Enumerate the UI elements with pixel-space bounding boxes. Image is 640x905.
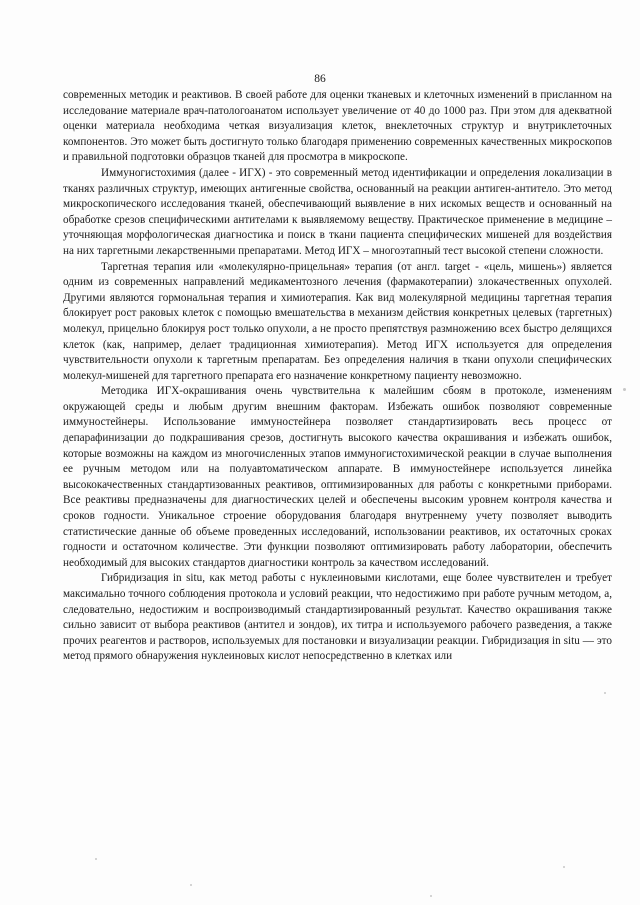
scan-speck (563, 866, 565, 868)
paragraph-4: Методика ИГХ-окрашивания очень чувствительна к малейшим сбоям в протоколе, изменениям окружающей среды и любым другим внешним факторам. Избежать ошибок позволяют современные иммуностейнеры. Использование иммуностейнера позволяет стандартизировать весь процесс от депарафинизации до подкрашивания срезов, достигнуть высокого качества окрашивания и избежать ошибок, которые возможны на каждом из многочисленных этапов иммуногистохимической реакции в случае выполнения ее ручным методом или на полуавтоматическом аппарате. В иммуностейнере используется линейка высококачественных стандартизованных реактивов, оптимизированных для работы с конкретными приборами. Все реактивы предназначены для диагностических целей и обеспечены высоким уровнем контроля качества и сроков годности. Уникальное строение оборудования благодаря внутреннему учету позволяет выводить статистические данные об объеме проведенных исследований, использовании реактивов, их остаточных сроках годности и остаточном количестве. Эти функции позволяют оптимизировать работу лаборатории, обеспечить необходимый для высоких стандартов диагностики контроль за качеством исследований. (63, 385, 612, 569)
paragraph-3: Таргетная терапия или «молекулярно-прицельная» терапия (от англ. target - «цель, мишень») является одним из современных направлений медикаментозного лечения (фармакотерапии) злокачественных опухолей. Другими являются гормональная терапия и химиотерапия. Как вид молекулярной медицины таргетная терапия блокирует рост раковых клеток с помощью вмешательства в механизм действия конкретных целевых (таргетных) молекул, прицельно блокируя рост только опухоли, а не просто препятствуя размножению всех быстро делящихся клеток (как, например, делает традиционная химиотерапия). Метод ИГХ используется для определения чувствительности опухоли к таргетным препаратам. Без определения наличия в ткани опухоли специфических молекул-мишеней для таргетного препарата его назначение конкретному пациенту невозможно. (63, 260, 612, 382)
paragraph-5: Гибридизация in situ, как метод работы с нуклеиновыми кислотами, еще более чувствителен и требует максимально точного соблюдения протокола и условий реакции, что недостижимо при работе ручным методом, а, следовательно, недостижим и воспроизводимый стандартизированный результат. Качество окрашивания также сильно зависит от выбора реактивов (антител и зондов), их титра и используемого рабочего разведения, а также прочих реагентов и растворов, используемых для постановки и визуализации реакции. Гибридизация in situ — это метод прямого обнаружения нуклеиновых кислот непосредственно в клетках или (63, 572, 612, 663)
page-number: 86 (314, 73, 326, 85)
scan-speck (190, 884, 192, 886)
document-body (63, 88, 612, 665)
scan-speck (623, 388, 626, 391)
scan-speck (95, 858, 97, 860)
scan-speck (604, 692, 606, 694)
paragraph-2: Иммуногистохимия (далее - ИГХ) - это современный метод идентификации и определения локализации в тканях различных структур, имеющих антигенные свойства, основанный на реакции антиген-антитело. Это метод микроскопического исследования тканей, обеспечивающий выявление в них искомых веществ и основанный на обработке срезов специфическими антителами к выявляемому веществу. Практическое применение в медицине – уточняющая морфологическая диагностика и поиск в ткани пациента специфических мишеней для воздействия на них таргетными лекарственными препаратами. Метод ИГХ – многоэтапный тест высокой степени сложности. (63, 166, 612, 257)
scan-speck (430, 895, 432, 897)
paragraph-1: современных методик и реактивов. В своей работе для оценки тканевых и клеточных изменений в присланном на исследование материале врач-патологоанатом использует увеличение от 40 до 1000 раз. При этом для адекватной оценки материала необходима четкая визуализация клеток, внеклеточных структур и внутриклеточных компонентов. Это может быть достигнуто только благодаря применению современных качественных микроскопов и правильной подготовки образцов тканей для просмотра в микроскопе. (63, 89, 612, 164)
